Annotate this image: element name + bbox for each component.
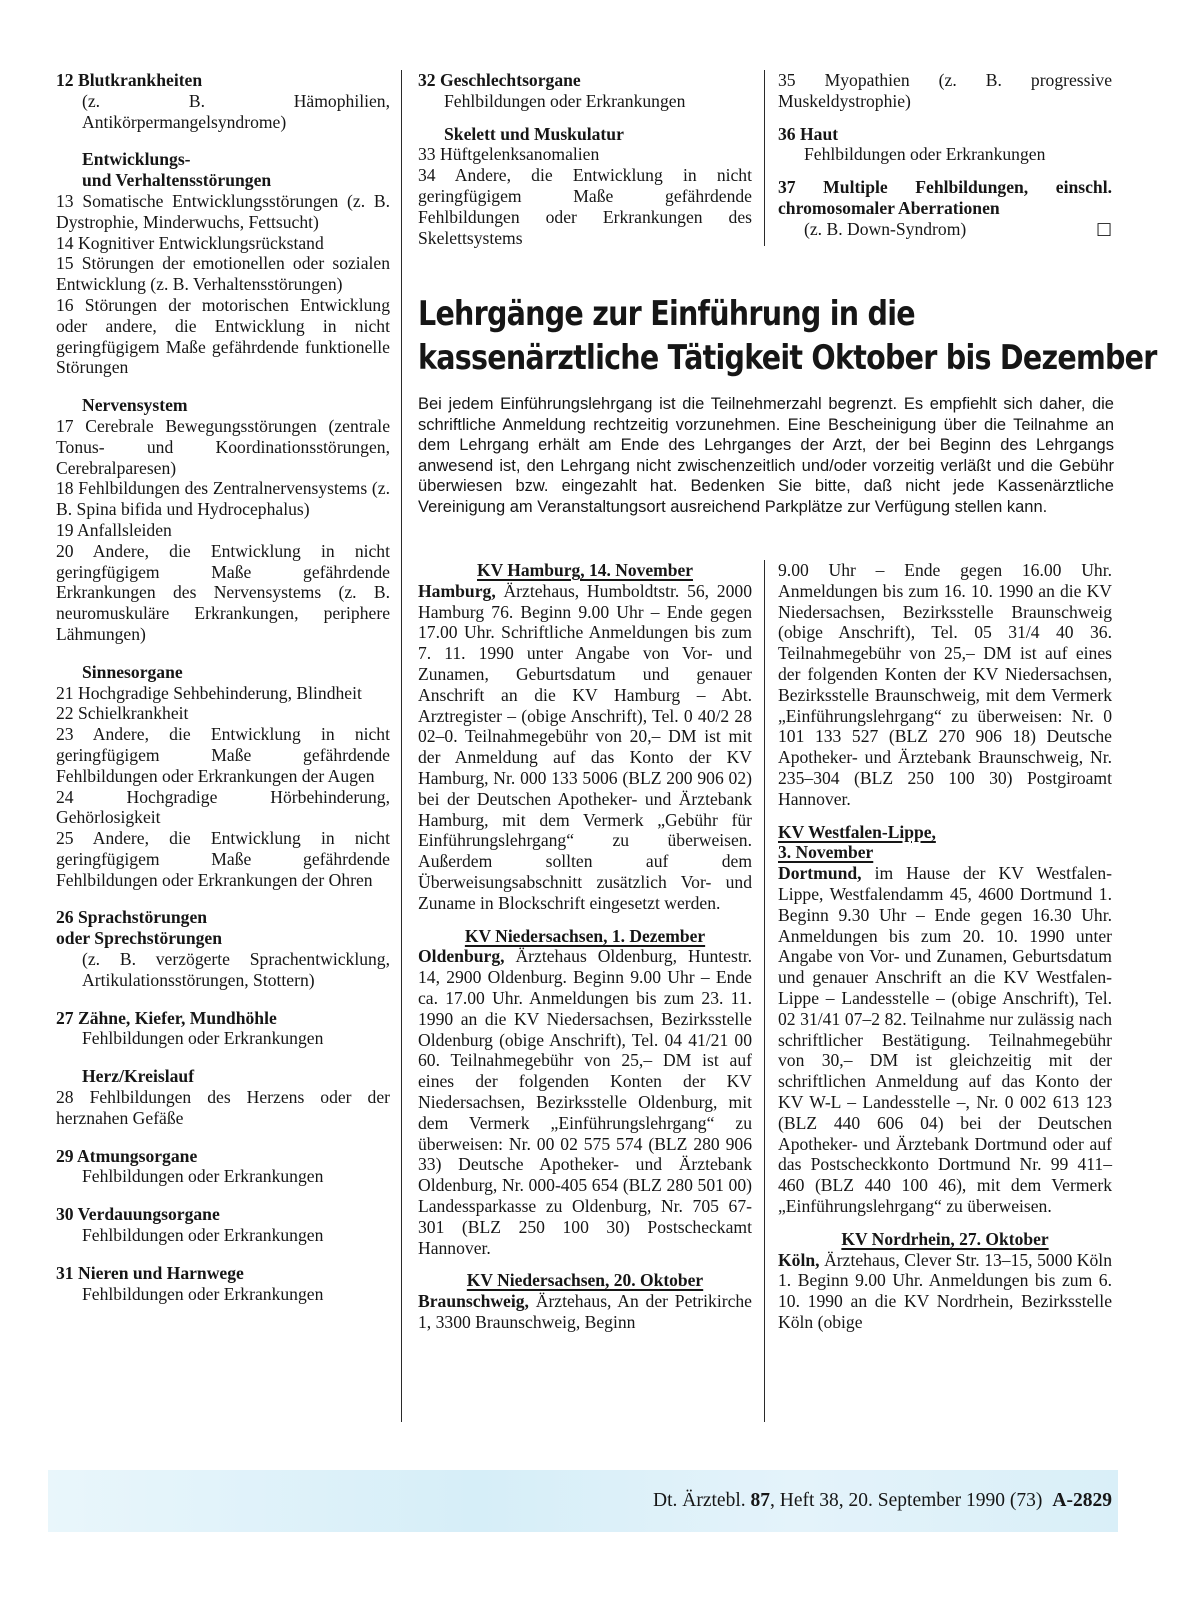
headline-line-1: Lehrgänge zur Einführung in die <box>418 294 915 334</box>
course-text-nordrhein <box>778 1250 1112 1333</box>
course-place-hamburg: Hamburg, <box>418 580 496 601</box>
category-36-title: 36 Haut <box>778 123 839 144</box>
course-heading-westfalen-line1: KV Westfalen-Lippe, <box>778 821 936 842</box>
list-item: 13 Somatische Entwicklungsstörungen (z. B. Dystrophie, Minderwuchs, Fettsucht) <box>56 190 390 232</box>
section-title: Herz/Kreislauf <box>82 1066 195 1087</box>
headline-line-2: kassenärztliche Tätigkeit Oktober bis Dezember <box>418 338 1157 378</box>
list-item: 19 Anfallsleiden <box>56 519 172 540</box>
middle-column-courses <box>418 560 752 1333</box>
course-body-oldenburg: Ärztehaus Oldenburg, Huntestr. 14, 2900 Oldenburg. Beginn 9.00 Uhr – Ende ca. 17.00 Uhr. Anmeldungen bis zum 23. 11. 1990 an die KV Niedersachsen, Bezirksstelle Oldenburg (obige Anschrift), Tel. 04 41/21 00 60. Teilnahmegebühr von 25,– DM ist auf eines der folgenden Konten der KV Niedersachsen, Bezirksstelle Oldenburg, mit dem Vermerk „Einführungslehrgang“ zu überweisen: Nr. 00 02 575 574 (BLZ 280 906 33) Deutsche Apotheker- und Ärztebank Oldenburg, Nr. 000-405 654 (BLZ 280 501 00) Landessparkasse zu Oldenburg, Nr. 705 67-301 (BLZ 250 100 30) Postscheckamt Hannover. <box>418 946 752 1258</box>
list-item: 14 Kognitiver Entwicklungsrückstand <box>56 232 324 253</box>
course-text-niedersachsen-dec <box>418 946 752 1258</box>
list-item: 28 Fehlbildungen des Herzens oder der herznahen Gefäße <box>56 1087 390 1128</box>
right-column-courses <box>778 560 1112 1333</box>
course-text-hamburg <box>418 581 752 914</box>
list-item: 23 Andere, die Entwicklung in nicht geringfügigem Maße gefährdende Fehlbildungen oder Erkrankungen der Augen <box>56 724 390 786</box>
list-item: 21 Hochgradige Sehbehinderung, Blindheit <box>56 682 362 703</box>
section-title-skeleton: Skelett und Muskulatur <box>444 123 624 144</box>
list-item: 25 Andere, die Entwicklung in nicht geringfügigem Maße gefährdende Fehlbildungen oder Erkrankungen der Ohren <box>56 828 390 890</box>
course-body-dortmund: im Hause der KV Westfalen-Lippe, Westfalendamm 45, 4600 Dortmund 1. Beginn 9.30 Uhr – Ende gegen 16.30 Uhr. Anmeldungen bis zum 20. 10. 1990 unter Angabe von Vor- und Zunamen, Geburtsdatum und genauer Anschrift an die KV Westfalen-Lippe – Landesstelle – (obige Anschrift), Tel. 02 31/41 07–2 82. Teilnahme nur zulässig nach schriftlicher Bestätigung. Teilnahmegebühr von 30,– DM ist gleichzeitig mit der schriftlichen Anmeldung auf das Konto der KV W-L – Landesstelle –, Nr. 0 002 613 123 (BLZ 440 606 04) bei der Deutschen Apotheker- und Ärztebank Dortmund oder auf das Postscheckkonto Dortmund Nr. 99 411–460 (BLZ 440 100 46), mit dem Vermerk „Einführungslehrgang“ zu überweisen. <box>778 863 1112 1216</box>
course-place-dortmund: Dortmund, <box>778 863 862 884</box>
section-title: Nervensystem <box>82 395 188 416</box>
item-33: 33 Hüftgelenksanomalien <box>418 144 600 165</box>
category-description: Fehlbildungen oder Erkrankungen <box>82 1028 324 1049</box>
category-title: 12 Blutkrankheiten <box>56 70 203 90</box>
category-32-title: 32 Geschlechtsorgane <box>418 70 581 90</box>
course-text-westfalen <box>778 863 1112 1217</box>
category-description: Fehlbildungen oder Erkrankungen <box>82 1166 324 1187</box>
middle-column-top <box>418 70 752 248</box>
column-rule-left <box>401 70 402 1422</box>
list-item: 16 Störungen der motorischen Entwicklung oder andere, die Entwicklung in nicht geringfügigem Maße gefährdende funktionelle Störungen <box>56 294 390 378</box>
item-35: 35 Myopathien (z. B. progressive Muskeldystrophie) <box>778 70 1112 111</box>
list-item: 15 Störungen der emotionellen oder sozialen Entwicklung (z. B. Verhaltensstörungen) <box>56 253 390 295</box>
category-title: 26 Sprachstörungen oder Sprechstörungen <box>56 907 223 949</box>
list-item: 17 Cerebrale Bewegungsstörungen (zentrale Tonus- und Koordinationsstörungen, Cerebralparesen) <box>56 415 390 478</box>
category-title: 27 Zähne, Kiefer, Mundhöhle <box>56 1007 277 1028</box>
course-place-braunschweig: Braunschweig, <box>418 1291 529 1312</box>
item-34: 34 Andere, die Entwicklung in nicht geringfügigem Maße gefährdende Fehlbildungen oder Erkrankungen des Skelettsystems <box>418 165 752 248</box>
course-heading-niedersachsen-dec: KV Niedersachsen, 1. Dezember <box>464 925 706 946</box>
category-37-title: 37 Multiple Fehlbildungen, einschl. chromosomaler Aberrationen <box>778 177 1112 218</box>
list-item: 22 Schielkrankheit <box>56 703 189 724</box>
column-rule-top-right <box>764 70 765 246</box>
course-text-braunschweig-continued: 9.00 Uhr – Ende gegen 16.00 Uhr. Anmeldungen bis zum 16. 10. 1990 an die KV Niedersachsen, Bezirksstelle Braunschweig (obige Anschrift), Tel. 05 31/4 40 36. Teilnahmegebühr von 25,– DM ist auf eines der folgenden Konten der KV Niedersachsen, Bezirksstelle Braunschweig, mit dem Vermerk „Einführungslehrgang“ zu überweisen: Nr. 0 101 133 527 (BLZ 270 906 18) Deutsche Apotheker- und Ärztebank Braunschweig, Nr. 235–304 (BLZ 250 100 30) Postgiroamt Hannover. <box>778 560 1112 809</box>
course-heading-niedersachsen-oct: KV Niedersachsen, 20. Oktober <box>466 1270 704 1291</box>
column-rule-bottom-right <box>764 560 765 1422</box>
article-intro: Bei jedem Einführungslehrgang ist die Teilnehmerzahl begrenzt. Es empfiehlt sich daher, die schriftliche Anmeldung rechtzeitig vorzunehmen. Eine Bescheinigung über die Teilnahme an dem Lehrgang erhält am Ende des Lehrganges der Arzt, der bei Beginn des Lehrgangs anwesend ist, den Lehrgang nicht zwischenzeitlich und/oder vorzeitig verläßt und die Gebühr überwiesen bzw. eingezahlt hat. Bedenken Sie bitte, daß nicht jede Kassenärztliche Vereinigung am Veranstaltungsort ausreichend Parkplätze zur Verfügung stellen kann. <box>418 395 1114 516</box>
page-footer <box>653 1490 1112 1512</box>
category-description: (z. B. Hämophilien, Antikörpermangelsyndrome) <box>82 90 390 132</box>
footer-citation-rest: , Heft 38, 20. September 1990 (73) <box>770 1490 1043 1511</box>
course-heading-hamburg: KV Hamburg, 14. November <box>477 560 693 580</box>
category-title: 31 Nieren und Harnwege <box>56 1262 244 1283</box>
course-heading-westfalen-line2: 3. November <box>778 842 874 863</box>
right-column-top <box>778 70 1112 240</box>
left-column <box>56 70 390 1304</box>
category-36-line: Fehlbildungen oder Erkrankungen <box>804 144 1046 165</box>
course-heading-westfalen <box>778 822 1112 864</box>
list-item: 18 Fehlbildungen des Zentralnervensystems (z. B. Spina bifida und Hydrocephalus) <box>56 478 390 520</box>
category-37-line-row <box>778 219 1112 240</box>
course-text-niedersachsen-oct <box>418 1291 752 1333</box>
list-item: 20 Andere, die Entwicklung in nicht geringfügigem Maße gefährdende Erkrankungen des Nervensystems (z. B. neuromuskuläre Erkrankungen, periphere Lähmungen) <box>56 540 390 644</box>
section-title: Entwicklungs- und Verhaltensstörungen <box>82 149 272 191</box>
course-body-hamburg: Ärztehaus, Humboldtstr. 56, 2000 Hamburg 76. Beginn 9.00 Uhr – Ende gegen 17.00 Uhr. Schriftliche Anmeldungen bis zum 7. 11. 1990 unter Angabe von Vor- und Zunamen, Geburtsdatum und genauer Anschrift an die KV Hamburg – Abt. Arztregister – (obige Anschrift), Tel. 0 40/2 28 02–0. Teilnahmegebühr von 20,– DM ist mit der Anmeldung auf das Konto der KV Hamburg, Nr. 000 133 5006 (BLZ 200 906 02) bei der Deutschen Apotheker- und Ärztebank Hamburg, mit dem Vermerk „Gebühr für Einführungslehrgang“ zu überweisen. Außerdem sollten auf dem Überweisungsabschnitt zusätzlich Vor- und Zuname in Blockschrift eingesetzt werden. <box>418 580 752 913</box>
category-description: (z. B. verzögerte Sprachentwicklung, Artikulationsstörungen, Stottern) <box>82 949 390 990</box>
end-of-article-mark: □ <box>1095 218 1112 239</box>
footer-citation-prefix: Dt. Ärztebl. <box>653 1490 746 1511</box>
category-37-line: (z. B. Down-Syndrom) <box>804 218 967 239</box>
category-title: 30 Verdauungsorgane <box>56 1204 220 1225</box>
category-title: 29 Atmungsorgane <box>56 1145 198 1166</box>
category-description: Fehlbildungen oder Erkrankungen <box>82 1283 324 1304</box>
page-number: A-2829 <box>1052 1490 1112 1511</box>
course-place-oldenburg: Oldenburg, <box>418 946 505 967</box>
section-title: Sinnesorgane <box>82 661 183 682</box>
course-body-koeln: Ärztehaus, Clever Str. 13–15, 5000 Köln 1. Beginn 9.00 Uhr. Anmeldungen bis zum 6. 10. 1990 an die KV Nordrhein, Bezirksstelle Köln (obige <box>778 1249 1112 1332</box>
footer-volume: 87 <box>750 1490 771 1511</box>
course-place-koeln: Köln, <box>778 1249 820 1270</box>
article-headline <box>418 292 1157 380</box>
category-description: Fehlbildungen oder Erkrankungen <box>82 1225 324 1246</box>
course-heading-nordrhein: KV Nordrhein, 27. Oktober <box>841 1228 1049 1249</box>
course-body-braunschweig: Ärztehaus, An der Petrikirche 1, 3300 Braunschweig, Beginn <box>418 1291 752 1332</box>
category-32-line: Fehlbildungen oder Erkrankungen <box>444 90 686 111</box>
list-item: 24 Hochgradige Hörbehinderung, Gehörlosigkeit <box>56 786 390 828</box>
